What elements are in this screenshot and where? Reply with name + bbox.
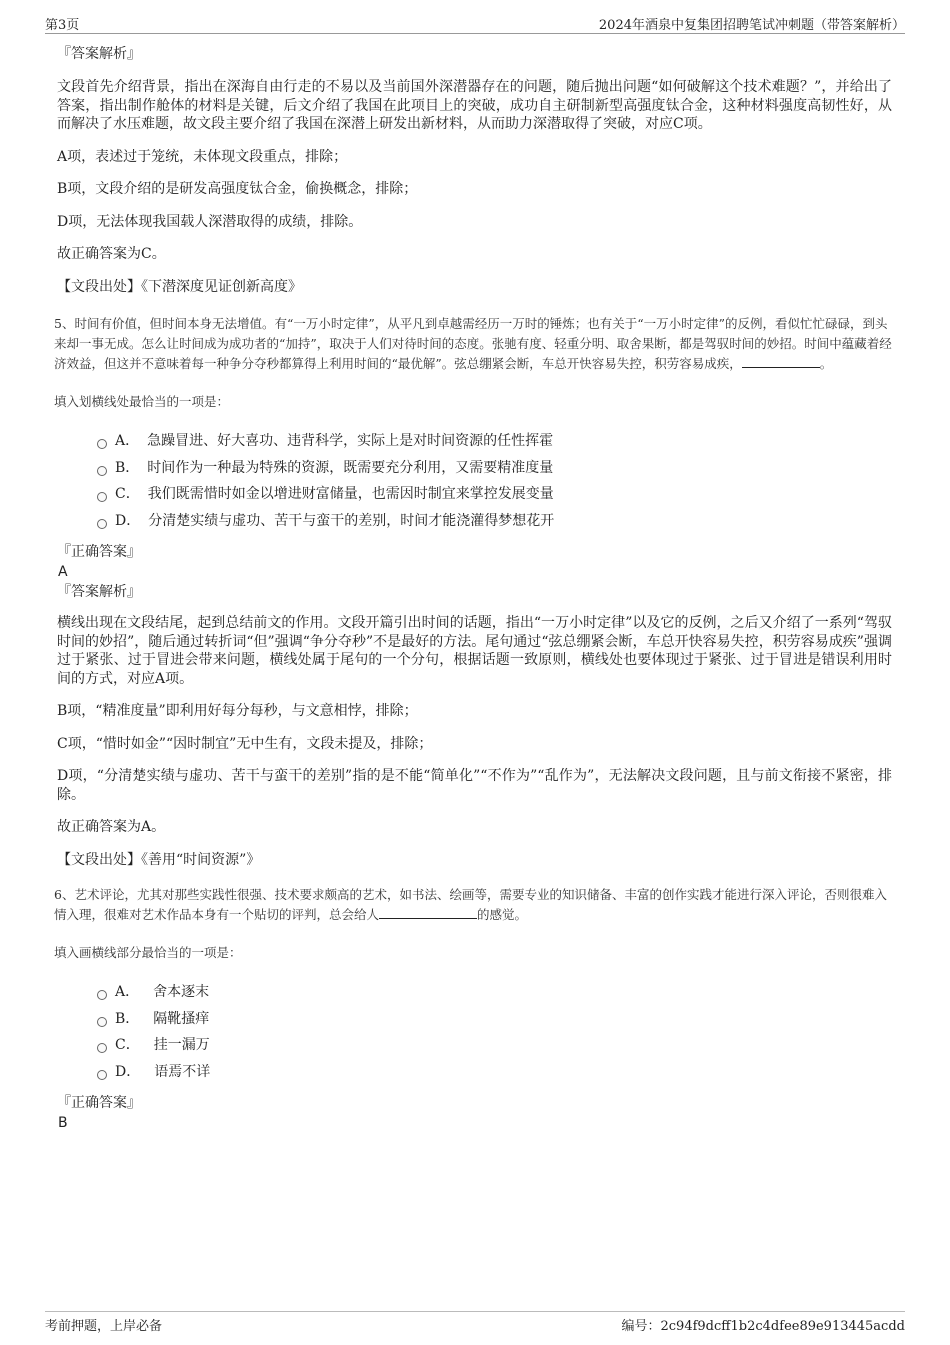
q5-answer: A <box>58 564 68 580</box>
q4-analysis-label: 『答案解析』 <box>57 46 141 62</box>
q5-answer-label: 『正确答案』 <box>57 544 141 560</box>
q6-option-b[interactable]: B． 隔靴搔痒 <box>97 1006 892 1033</box>
q5-analysis-text: 横线出现在文段结尾，起到总结前文的作用。文段开篇引出时间的话题，指出“一万小时定律”以及它的反例，之后又介绍了一系列“驾驭时间的妙招”，随后通过转折词“但”强调“争分夺秒”不是最好的方法。尾句通过“弦总绷紧会断，车总开快容易失控，积劳容易成疾”强调过于紧张、过于冒进会带来问题，横线处属于尾句的一个分句，根据话题一致原则，横线处也要体现过于紧张、过于冒进是错误利用时间的方式，对应A项。 <box>57 615 892 687</box>
q5-option-d[interactable]: D． 分清楚实绩与虚功、苦干与蛮干的差别，时间才能浇灌得梦想花开 <box>97 508 892 535</box>
q5-option-b-note: B项，“精准度量”即利用好每分每秒，与文意相悖，排除； <box>57 703 418 719</box>
q5-stem: 5、时间有价值，但时间本身无法增值。有“一万小时定律”，从平凡到卓越需经历一万时的锤炼；也有关于“一万小时定律”的反例，看似忙忙碌碌，到头来却一事无成。怎么让时间成为成功者的“加持”，取决于人们对待时间的态度。张驰有度、轻重分明、取舍果断，都是驾驭时间的妙招。时间中蕴藏着经济效益，但这并不意味着每一种争分夺秒都算得上利用时间的“最优解”。弦总绷紧会断，车总开快容易失控，积劳容易成疾， 。 <box>54 316 892 371</box>
q6-options <box>97 979 892 1085</box>
q6-option-a[interactable]: A． 舍本逐末 <box>97 979 892 1006</box>
q4-conclusion: 故正确答案为C。 <box>57 246 166 262</box>
q5-option-d-note: D项，“分清楚实绩与虚功、苦干与蛮干的差别”指的是不能“简单化”“不作为”“乱作为”，无法解决文段问题，且与前文衔接不紧密，排除。 <box>57 768 892 803</box>
page-header <box>45 12 905 34</box>
radio-icon[interactable] <box>97 1017 107 1027</box>
q5-option-b[interactable]: B． 时间作为一种最为特殊的资源，既需要充分利用，又需要精准度量 <box>97 455 892 482</box>
radio-icon[interactable] <box>97 1070 107 1080</box>
document-id: 编号：2c94f9dcff1b2c4dfee89e913445acdd <box>621 1319 905 1334</box>
q4-option-a-note: A项，表述过于笼统，未体现文段重点，排除； <box>57 148 348 165</box>
q5-instruction: 填入划横线处最恰当的一项是： <box>54 394 230 409</box>
radio-icon[interactable] <box>97 1043 107 1053</box>
q4-source: 【文段出处】《下潜深度见证创新高度》 <box>57 278 302 295</box>
q6-stem: 6、艺术评论，尤其对那些实践性很强、技术要求颇高的艺术，如书法、绘画等，需要专业的知识储备、丰富的创作实践才能进行深入评论，否则很难入情入理，很难对艺术作品本身有一个贴切的评判，总会给人 的感觉。 <box>54 887 887 922</box>
q6-blank <box>379 905 477 919</box>
q6-instruction: 填入画横线部分最恰当的一项是： <box>54 945 242 960</box>
q5-option-c[interactable]: C． 我们既需惜时如金以增进财富储量，也需因时制宜来掌控发展变量 <box>97 481 892 508</box>
q5-option-a[interactable]: A． 急躁冒进、好大喜功、违背科学，实际上是对时间资源的任性挥霍 <box>97 428 892 455</box>
radio-icon[interactable] <box>97 519 107 529</box>
q4-analysis-text: 文段首先介绍背景，指出在深海自由行走的不易以及当前国外深潜器存在的问题，随后抛出问题“如何破解这个技术难题？”，并给出了答案，指出制作舱体的材料是关键，后文介绍了我国在此项目上的突破，成功自主研制新型高强度钛合金，这种材料强度高韧性好，从而解决了水压难题，故文段主要介绍了我国在深潜上研发出新材料，从而助力深潜取得了突破，对应C项。 <box>57 79 892 132</box>
radio-icon[interactable] <box>97 466 107 476</box>
q5-options <box>97 428 892 534</box>
q5-analysis-label: 『答案解析』 <box>57 584 141 600</box>
q6-option-c[interactable]: C． 挂一漏万 <box>97 1032 892 1059</box>
radio-icon[interactable] <box>97 492 107 502</box>
q5-option-c-note: C项，“惜时如金”“因时制宜”无中生有，文段未提及，排除； <box>57 735 433 752</box>
q4-option-d-note: D项，无法体现我国载人深潜取得的成绩，排除。 <box>57 213 363 230</box>
q5-conclusion: 故正确答案为A。 <box>57 819 166 835</box>
footer-slogan: 考前押题，上岸必备 <box>45 1319 163 1334</box>
q6-option-d[interactable]: D． 语焉不详 <box>97 1059 892 1086</box>
main-content <box>54 44 892 1133</box>
q6-answer: B <box>58 1115 68 1131</box>
radio-icon[interactable] <box>97 439 107 449</box>
page-number: 第3页 <box>45 18 80 33</box>
page-footer <box>45 1311 905 1335</box>
q5-source: 【文段出处】《善用“时间资源”》 <box>57 851 261 868</box>
radio-icon[interactable] <box>97 990 107 1000</box>
q6-answer-label: 『正确答案』 <box>57 1095 141 1111</box>
q5-blank <box>742 354 820 368</box>
q4-option-b-note: B项，文段介绍的是研发高强度钛合金，偷换概念，排除； <box>57 181 418 197</box>
document-title: 2024年酒泉中复集团招聘笔试冲刺题（带答案解析） <box>598 18 905 33</box>
